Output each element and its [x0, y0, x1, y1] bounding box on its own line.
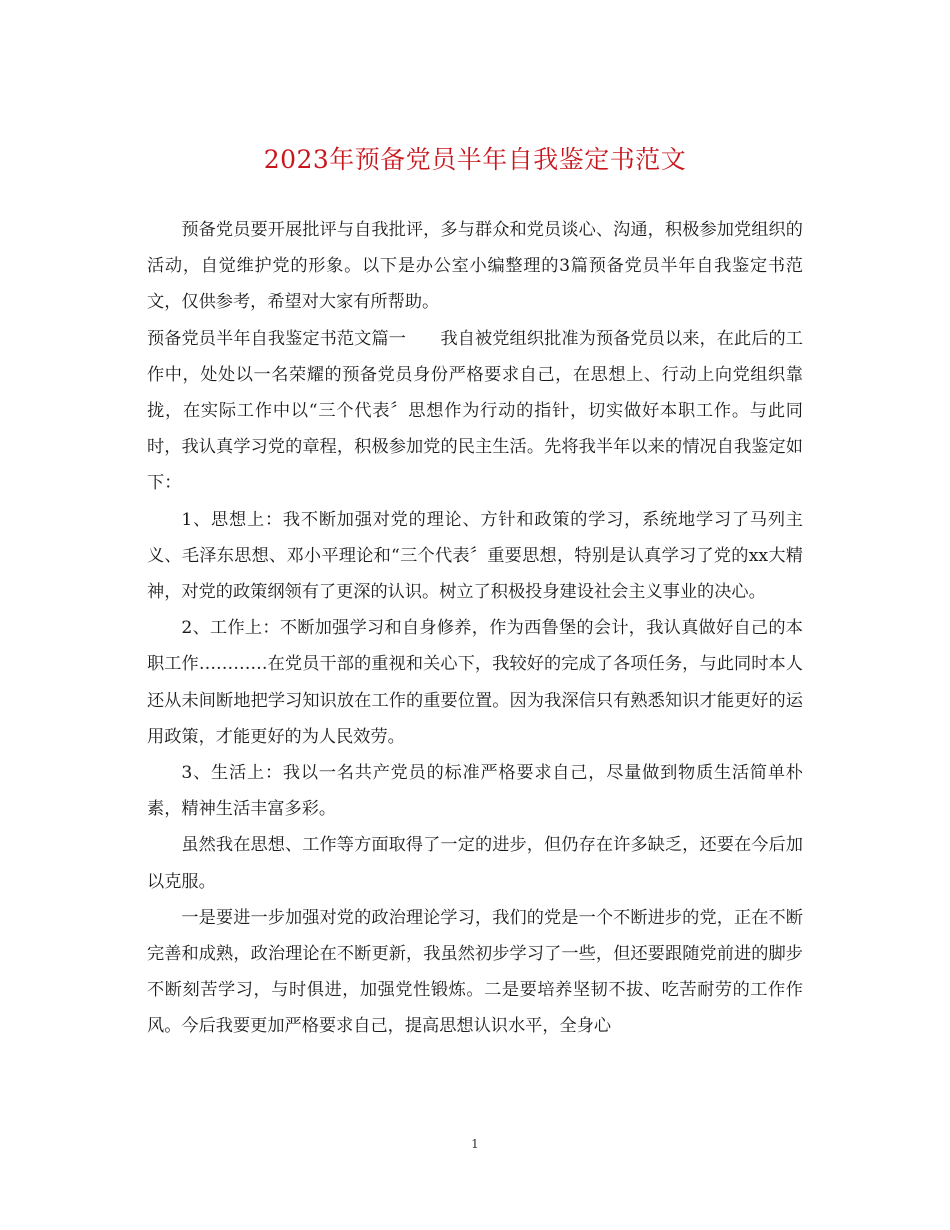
document-body: [147, 212, 803, 1045]
document-title: 2023年预备党员半年自我鉴定书范文: [263, 145, 687, 174]
thought-paragraph: 1、思想上：我不断加强对党的理论、方针和政策的学习，系统地学习了马列主义、毛泽东思想、邓小平理论和“三个代表〞重要思想，特别是认真学习了党的xx大精神，对党的政策纲领有了更深的认识。树立了积极投身建设社会主义事业的决心。: [147, 509, 803, 603]
section-one-paragraph: 预备党员半年自我鉴定书范文篇一 我自被党组织批准为预备党员以来，在此后的工作中，处处以一名荣耀的预备党员身份严格要求自己，在思想上、行动上向党组织靠拢，在实际工作中以“三个代表〞思想作为行动的指针，切实做好本职工作。与此同时，我认真学习党的章程，积极参加党的民主生活。先将我半年以来的情况自我鉴定如下：: [147, 328, 803, 494]
improvement-paragraph: 一是要进一步加强对党的政治理论学习，我们的党是一个不断进步的党，正在不断完善和成熟，政治理论在不断更新，我虽然初步学习了一些，但还要跟随党前进的脚步不断刻苦学习，与时俱进，加强党性锻炼。二是要培养坚韧不拔、吃苦耐劳的工作作风。今后我要更加严格要求自己，提高思想认识水平，全身心: [147, 907, 803, 1037]
page-number: 1: [471, 1137, 479, 1151]
intro-paragraph: 预备党员要开展批评与自我批评，多与群众和党员谈心、沟通，积极参加党组织的活动，自觉维护党的形象。以下是办公室小编整理的3篇预备党员半年自我鉴定书范文，仅供参考，希望对大家有所帮助。: [147, 220, 803, 313]
life-paragraph: 3、生活上：我以一名共产党员的标准严格要求自己，尽量做到物质生活简单朴素，精神生活丰富多彩。: [147, 763, 803, 820]
shortcomings-paragraph: 虽然我在思想、工作等方面取得了一定的进步，但仍存在许多缺乏，还要在今后加以克服。: [147, 835, 803, 892]
work-paragraph: 2、工作上：不断加强学习和自身修养，作为西鲁堡的会计，我认真做好自己的本职工作…………在党员干部的重视和关心下，我较好的完成了各项任务，与此同时本人还从未间断地把学习知识放在工作的重要位置。因为我深信只有熟悉知识才能更好的运用政策，才能更好的为人民效劳。: [147, 618, 803, 747]
